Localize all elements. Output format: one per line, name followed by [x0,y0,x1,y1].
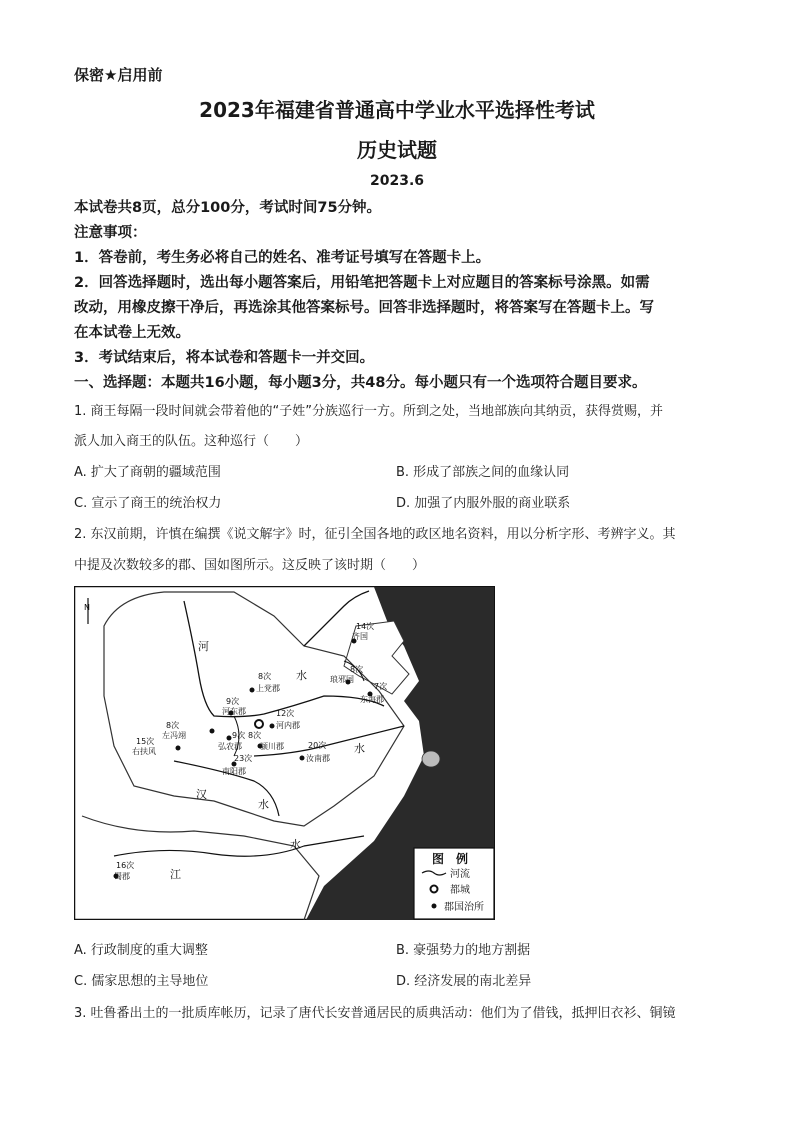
q2-option-a: A. 行政制度的重大调整 [74,943,208,958]
svg-text:12次: 12次 [276,709,295,718]
river-label: 河 [198,640,209,653]
map-legend [414,848,494,919]
svg-text:8次: 8次 [350,665,364,674]
river-label: 水 [296,669,307,682]
q2-option-b: B. 豪强势力的地方割据 [396,943,531,958]
q1-stem-a: 1. 商王每隔一段时间就会带着他的“子姓”分族巡行一方。所到之处，当地部族向其纳贡，获得赏赐，并 [74,404,664,419]
confidential-label: 保密★启用前 [74,66,163,84]
note-2b: 改动，用橡皮擦干净后，再选涂其他答案标号。回答非选择题时，将答案写在答题卡上。写 [74,300,654,316]
q1-option-a: A. 扩大了商朝的疆域范围 [74,465,221,480]
river-label: 水 [354,742,365,755]
q2-option-d: D. 经济发展的南北差异 [396,974,532,989]
svg-text:汝南郡: 汝南郡 [306,754,330,763]
q2-stem-b: 中提及次数较多的郡、国如图所示。这反映了该时期（ ） [74,558,426,573]
svg-text:弘农郡: 弘农郡 [218,742,242,751]
svg-text:20次: 20次 [308,741,327,750]
north-label: N [84,603,90,612]
svg-text:9次: 9次 [226,697,240,706]
legend-river: 河流 [450,869,470,880]
svg-text:左冯翊: 左冯翊 [162,731,186,740]
svg-text:15次: 15次 [136,737,155,746]
q1-stem-b: 派人加入商王的队伍。这种巡行（ ） [74,434,309,449]
svg-text:8次: 8次 [258,672,272,681]
exam-date: 2023.6 [369,173,425,189]
svg-text:琅邪国: 琅邪国 [330,675,354,684]
svg-text:蜀郡: 蜀郡 [114,872,130,881]
river-label: 汉 [196,788,207,801]
note-1: 1．答卷前，考生务必将自己的姓名、准考证号填写在答题卡上。 [74,250,491,266]
svg-text:9次: 9次 [232,731,246,740]
svg-text:8次: 8次 [166,721,180,730]
svg-text:东海郡: 东海郡 [360,695,384,704]
river-label: 水 [290,838,301,851]
svg-text:河内郡: 河内郡 [276,721,300,730]
svg-text:河东郡: 河东郡 [222,707,246,716]
svg-text:16次: 16次 [116,861,135,870]
subject-title: 历史试题 [357,138,437,162]
svg-text:右扶风: 右扶风 [132,747,156,756]
exam-title: 2023年福建省普通高中学业水平选择性考试 [199,98,595,122]
river-label: 江 [170,868,181,881]
svg-text:颍川郡: 颍川郡 [260,742,284,751]
svg-text:14次: 14次 [356,622,375,631]
notes-heading: 注意事项： [74,225,147,241]
note-3: 3．考试结束后，将本试卷和答题卡一并交回。 [74,350,375,366]
legend-capital: 都城 [450,885,470,896]
section-heading: 一、选择题：本题共16小题，每小题3分，共48分。每小题只有一个选项符合题目要求。 [74,375,647,391]
q2-stem-a: 2. 东汉前期，许慎在编撰《说文解字》时，征引全国各地的政区地名资料，用以分析字形、考辨字义。其 [74,527,676,542]
svg-text:7次: 7次 [374,682,388,691]
paper-intro: 本试卷共8页，总分100分，考试时间75分钟。 [74,200,382,216]
han-commanderies-map [74,586,495,920]
svg-text:南阳郡: 南阳郡 [222,767,246,776]
place-capital [255,720,263,728]
q3-stem-a: 3. 吐鲁番出土的一批质库帐历，记录了唐代长安普通居民的质典活动：他们为了借钱，抵押旧衣衫、铜镜 [74,1006,676,1021]
legend-seat: 郡国治所 [444,902,484,913]
note-2c: 在本试卷上无效。 [74,325,190,341]
q1-option-d: D. 加强了内服外服的商业联系 [396,496,571,511]
note-2a: 2．回答选择题时，选出每小题答案后，用铅笔把答题卡上对应题目的答案标号涂黑。如需 [74,275,650,291]
svg-text:齐国: 齐国 [352,632,368,641]
q2-option-c: C. 儒家思想的主导地位 [74,974,209,989]
svg-text:23次: 23次 [234,754,253,763]
island [422,751,440,767]
q1-option-b: B. 形成了部族之间的血缘认同 [396,465,570,480]
river-label: 水 [258,798,269,811]
legend-title: 图 例 [432,852,469,866]
svg-text:上党郡: 上党郡 [256,684,280,693]
svg-text:8次: 8次 [248,731,262,740]
q1-option-c: C. 宣示了商王的统治权力 [74,496,222,511]
